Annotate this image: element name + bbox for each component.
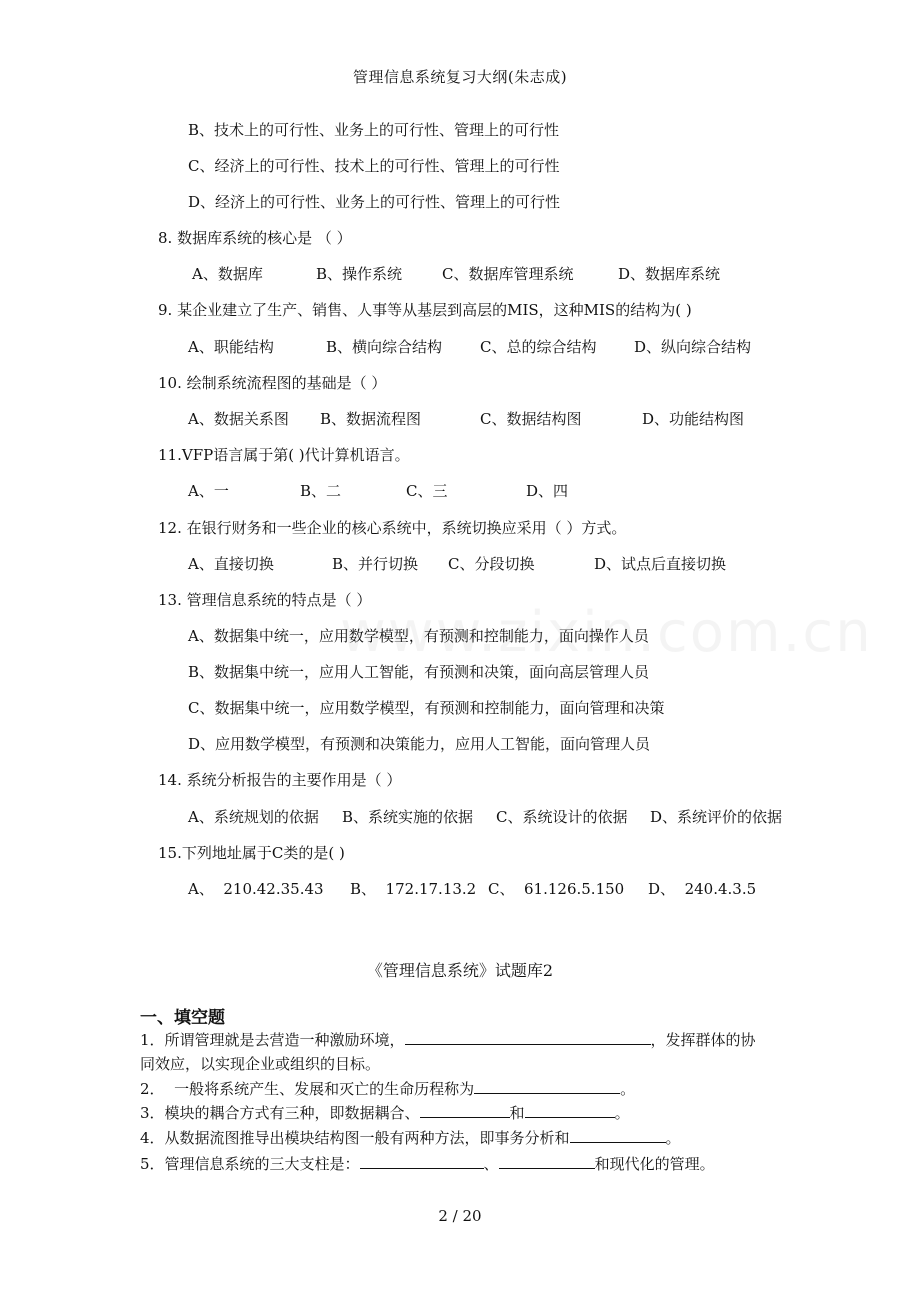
q9-option-d: D、纵向综合结构	[634, 338, 752, 356]
q13-option-c: C、数据集中统一，应用数学模型，有预测和控制能力，面向管理和决策	[188, 699, 665, 717]
q13-option-a: A、数据集中统一，应用数学模型，有预测和控制能力，面向操作人员	[188, 627, 649, 645]
q9-options	[188, 337, 751, 357]
q7-option-d: D、经济上的可行性、业务上的可行性、管理上的可行性	[188, 193, 561, 211]
q14-option-a: A、系统规划的依据	[188, 808, 319, 826]
q14-options	[188, 807, 782, 827]
question-14: 14. 系统分析报告的主要作用是（ ）	[158, 771, 402, 789]
answer-blank	[474, 1078, 620, 1094]
q14-option-c: C、系统设计的依据	[496, 808, 628, 826]
q8-option-b: B、操作系统	[316, 265, 403, 283]
q8-option-a: A、数据库	[192, 265, 263, 283]
answer-blank	[405, 1029, 651, 1045]
q10-option-a: A、数据关系图	[188, 410, 289, 428]
fill-question-2: 2． 一般将系统产生、发展和灭亡的生命历程称为 。	[140, 1080, 636, 1098]
q12-option-a: A、直接切换	[188, 555, 274, 573]
q11-option-a: A、一	[188, 482, 229, 500]
fill-question-1-cont: 同效应，以实现企业或组织的目标。	[140, 1055, 381, 1073]
page-number: 2 / 20	[438, 1207, 482, 1225]
q10-options	[188, 409, 744, 429]
q15-option-a: A、 210.42.35.43	[188, 880, 324, 898]
q11-options	[188, 481, 568, 501]
q13-option-b: B、数据集中统一，应用人工智能，有预测和决策，面向高层管理人员	[188, 663, 650, 681]
q15-options	[188, 879, 756, 899]
q14-option-b: B、系统实施的依据	[342, 808, 474, 826]
fill-question-4: 4．从数据流图推导出模块结构图一般有两种方法，即事务分析和 。	[140, 1129, 681, 1147]
q10-option-d: D、功能结构图	[642, 410, 745, 428]
q12-option-b: B、并行切换	[332, 555, 419, 573]
q7-option-c: C、经济上的可行性、技术上的可行性、管理上的可行性	[188, 157, 560, 175]
q12-option-c: C、分段切换	[448, 555, 535, 573]
answer-blank	[570, 1127, 666, 1143]
q10-option-b: B、数据流程图	[320, 410, 422, 428]
q9-option-a: A、职能结构	[188, 338, 274, 356]
section-heading-fill-blank: 一、填空题	[140, 1008, 225, 1028]
fill-question-5: 5．管理信息系统的三大支柱是： 、 和现代化的管理。	[140, 1155, 715, 1173]
q9-option-c: C、总的综合结构	[480, 338, 597, 356]
q8-option-c: C、数据库管理系统	[442, 265, 574, 283]
fill-question-3: 3．模块的耦合方式有三种，即数据耦合、 和 。	[140, 1104, 630, 1122]
q12-options	[188, 554, 726, 574]
question-11: 11.VFP语言属于第( )代计算机语言。	[158, 446, 410, 464]
q13-option-d: D、应用数学模型，有预测和决策能力，应用人工智能，面向管理人员	[188, 735, 651, 753]
q11-option-d: D、四	[526, 482, 569, 500]
question-13: 13. 管理信息系统的特点是（ ）	[158, 591, 372, 609]
q9-option-b: B、横向综合结构	[326, 338, 443, 356]
question-9: 9. 某企业建立了生产、销售、人事等从基层到高层的MIS，这种MIS的结构为( )	[158, 301, 692, 319]
answer-blank	[420, 1102, 510, 1118]
question-12: 12. 在银行财务和一些企业的核心系统中，系统切换应采用（ ）方式。	[158, 519, 627, 537]
q15-option-c: C、 61.126.5.150	[488, 880, 625, 898]
q15-option-d: D、 240.4.3.5	[648, 880, 757, 898]
page-header: 管理信息系统复习大纲(朱志成)	[352, 68, 568, 86]
q11-option-b: B、二	[300, 482, 342, 500]
question-15: 15.下列地址属于C类的是( )	[158, 844, 345, 862]
fill-question-1: 1．所谓管理就是去营造一种激励环境， ，发挥群体的协	[140, 1031, 756, 1049]
q7-option-b: B、技术上的可行性、业务上的可行性、管理上的可行性	[188, 121, 560, 139]
q10-option-c: C、数据结构图	[480, 410, 582, 428]
question-8: 8. 数据库系统的核心是 （ ）	[158, 229, 352, 247]
q14-option-d: D、系统评价的依据	[650, 808, 783, 826]
q12-option-d: D、试点后直接切换	[594, 555, 727, 573]
q15-option-b: B、 172.17.13.2	[350, 880, 477, 898]
answer-blank	[525, 1102, 615, 1118]
question-10: 10. 绘制系统流程图的基础是（ ）	[158, 374, 387, 392]
answer-blank	[499, 1153, 595, 1169]
section-title: 《管理信息系统》试题库2	[366, 961, 554, 980]
q8-options	[192, 264, 720, 284]
answer-blank	[360, 1153, 484, 1169]
q8-option-d: D、数据库系统	[618, 265, 721, 283]
q11-option-c: C、三	[406, 482, 448, 500]
